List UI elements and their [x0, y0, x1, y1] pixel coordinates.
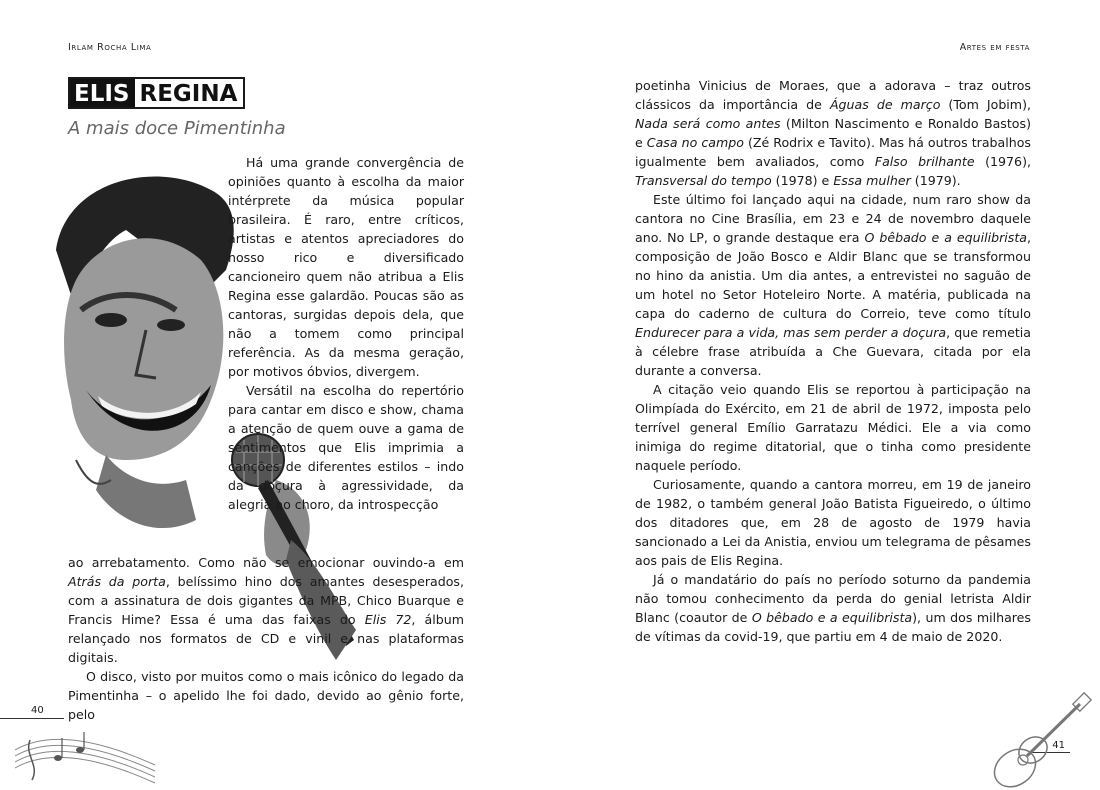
paragraph: Este último foi lançado aqui na cidade, num raro show da cantora no Cine Brasília, em 23 e 24 de novembro daquele ano. No LP, o grande destaque era O bêbado e a equilibrista, composição de João Bosco e Aldir Blanc que se transformou no hino da anistia. Um dia antes, a entrevistei no saguão de um hotel no Setor Hoteleiro Norte. A matéria, publicada na capa do caderno de cultura do Correio, teve como título Endurecer para a vida, mas sem perder a doçura, que remetia à célebre frase atribuída a Che Guevara, citada por ela durante a conversa.	[635, 192, 1032, 378]
paragraph: Curiosamente, quando a cantora morreu, em 19 de janeiro de 1982, o também general João Batista Figueiredo, o último dos ditadores que, em 28 de agosto de 1979 havia sancionado a Lei da Anistia, enviou um telegrama de pêsames aos pais de Elis Regina.	[635, 477, 1031, 568]
music-notes-icon	[10, 720, 160, 790]
guitar-icon	[985, 690, 1095, 790]
page-number-rule	[0, 718, 64, 719]
page-number: 41	[1052, 740, 1065, 751]
running-head-section: Artes em festa	[959, 42, 1030, 53]
paragraph: Há uma grande convergência de opiniões quanto à escolha da maior intérprete da música popular brasileira. É raro, entre críticos, artistas e atentos apreciadores do nosso rico e diversificado cancioneiro quem não atribua a Elis Regina esse galardão. Poucas são as cantoras, surgidas depois dela, que não a tomem como principal referência. As da mesma geração, por motivos óbvios, divergem.	[228, 155, 464, 379]
article-column-right	[228, 153, 464, 514]
title-part-1: ELIS	[70, 79, 135, 107]
paragraph: O disco, visto por muitos como o mais icônico do legado da Pimentinha – o apelido lhe foi dado, devido ao gênio forte, pelo	[68, 669, 464, 722]
article-title	[68, 77, 245, 109]
paragraph: Já o mandatário do país no período soturno da pandemia não tomou conhecimento da perda do genial letrista Aldir Blanc (coautor de O bêbado e a equilibrista), um dos milhares de vítimas da covid-19, que partiu em 4 de maio de 2020.	[635, 572, 1031, 644]
page-number: 40	[31, 705, 44, 716]
article-column-bottom	[68, 553, 464, 724]
paragraph: A citação veio quando Elis se reportou à participação na Olimpíada do Exército, em 21 de abril de 1972, imposta pelo terrível general Emílio Garratazu Médici. Ele a via como inimiga do regime ditatorial, que o tinha como presidente naquele período.	[635, 382, 1031, 473]
paragraph: poetinha Vinicius de Moraes, que a adorava – traz outros clássicos da importância de Águas de março (Tom Jobim), Nada será como antes (Milton Nascimento e Ronaldo Bastos) e Casa no campo (Zé Rodrix e Tavito). Mas há outros trabalhos igualmente bem avaliados, como Falso brilhante (1976), Transversal do tempo (1978) e Essa mulher (1979).	[635, 78, 1031, 188]
paragraph: Versátil na escolha do repertório para cantar em disco e show, chama a atenção de quem ouve a gama de sentimentos que Elis imprimia a canções de diferentes estilos – indo da doçura à agressividade, da alegria ao choro, da introspecção	[228, 383, 464, 512]
paragraph: ao arrebatamento. Como não se emocionar ouvindo-a em Atrás da porta, belíssimo hino dos amantes desesperados, com a assinatura de dois gigantes da MPB, Chico Buarque e Francis Hime? Essa é uma das faixas do Elis 72, álbum relançado nos formatos de CD e vinil e nas plataformas digitais.	[68, 555, 465, 665]
article-column-continued	[635, 76, 1031, 646]
running-head-author: Irlam Rocha Lima	[68, 42, 152, 53]
right-page	[550, 0, 1100, 790]
article-subtitle: A mais doce Pimentinha	[68, 118, 286, 139]
title-part-2: REGINA	[135, 79, 244, 107]
